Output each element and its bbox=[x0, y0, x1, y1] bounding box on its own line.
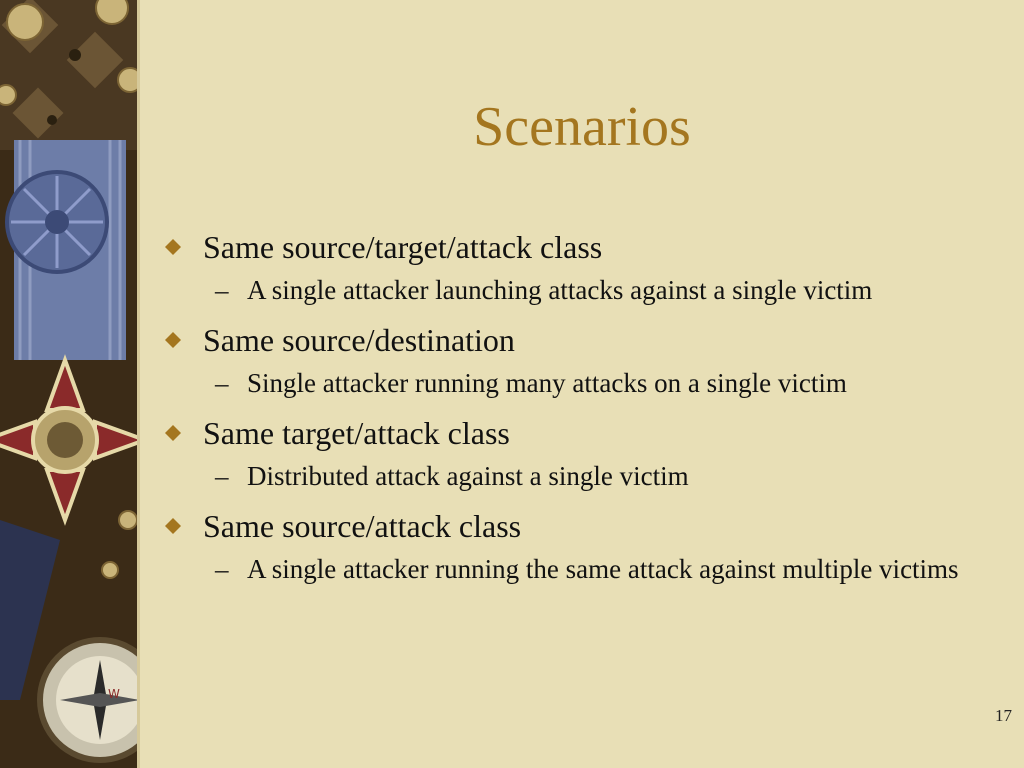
diamond-bullet-icon bbox=[165, 239, 181, 255]
bullet-group bbox=[165, 318, 965, 401]
medals-compass-illustration bbox=[0, 0, 137, 768]
sub-bullet-item bbox=[165, 459, 965, 494]
bullet-item bbox=[165, 411, 965, 455]
bullet-group bbox=[165, 411, 965, 494]
sub-bullet-text: A single attacker running the same attack against multiple victims bbox=[247, 554, 959, 584]
bullet-list bbox=[165, 225, 965, 597]
dash-marker: – bbox=[215, 368, 229, 398]
dash-marker: – bbox=[215, 554, 229, 584]
decorative-medals-image bbox=[0, 0, 137, 768]
bullet-label: Same source/destination bbox=[203, 322, 515, 358]
page-number: 17 bbox=[995, 706, 1012, 725]
svg-text:W: W bbox=[108, 687, 120, 701]
bullet-group bbox=[165, 225, 965, 308]
bullet-item bbox=[165, 225, 965, 269]
dash-marker: – bbox=[215, 275, 229, 305]
sub-bullet-text: Distributed attack against a single victim bbox=[247, 461, 689, 491]
bullet-label: Same source/attack class bbox=[203, 508, 522, 544]
dash-marker: – bbox=[215, 461, 229, 491]
sub-bullet-item bbox=[165, 552, 965, 587]
slide-title: Scenarios bbox=[473, 96, 691, 158]
bullet-label: Same target/attack class bbox=[203, 415, 510, 451]
diamond-bullet-icon bbox=[165, 425, 181, 441]
bullet-group bbox=[165, 504, 965, 587]
sub-bullet-item bbox=[165, 273, 965, 308]
bullet-item bbox=[165, 504, 965, 548]
diamond-bullet-icon bbox=[165, 518, 181, 534]
bullet-item bbox=[165, 318, 965, 362]
sub-bullet-item bbox=[165, 366, 965, 401]
diamond-bullet-icon bbox=[165, 332, 181, 348]
sub-bullet-text: Single attacker running many attacks on a single victim bbox=[247, 368, 847, 398]
sub-bullet-text: A single attacker launching attacks against a single victim bbox=[247, 275, 873, 305]
bullet-label: Same source/target/attack class bbox=[203, 229, 603, 265]
